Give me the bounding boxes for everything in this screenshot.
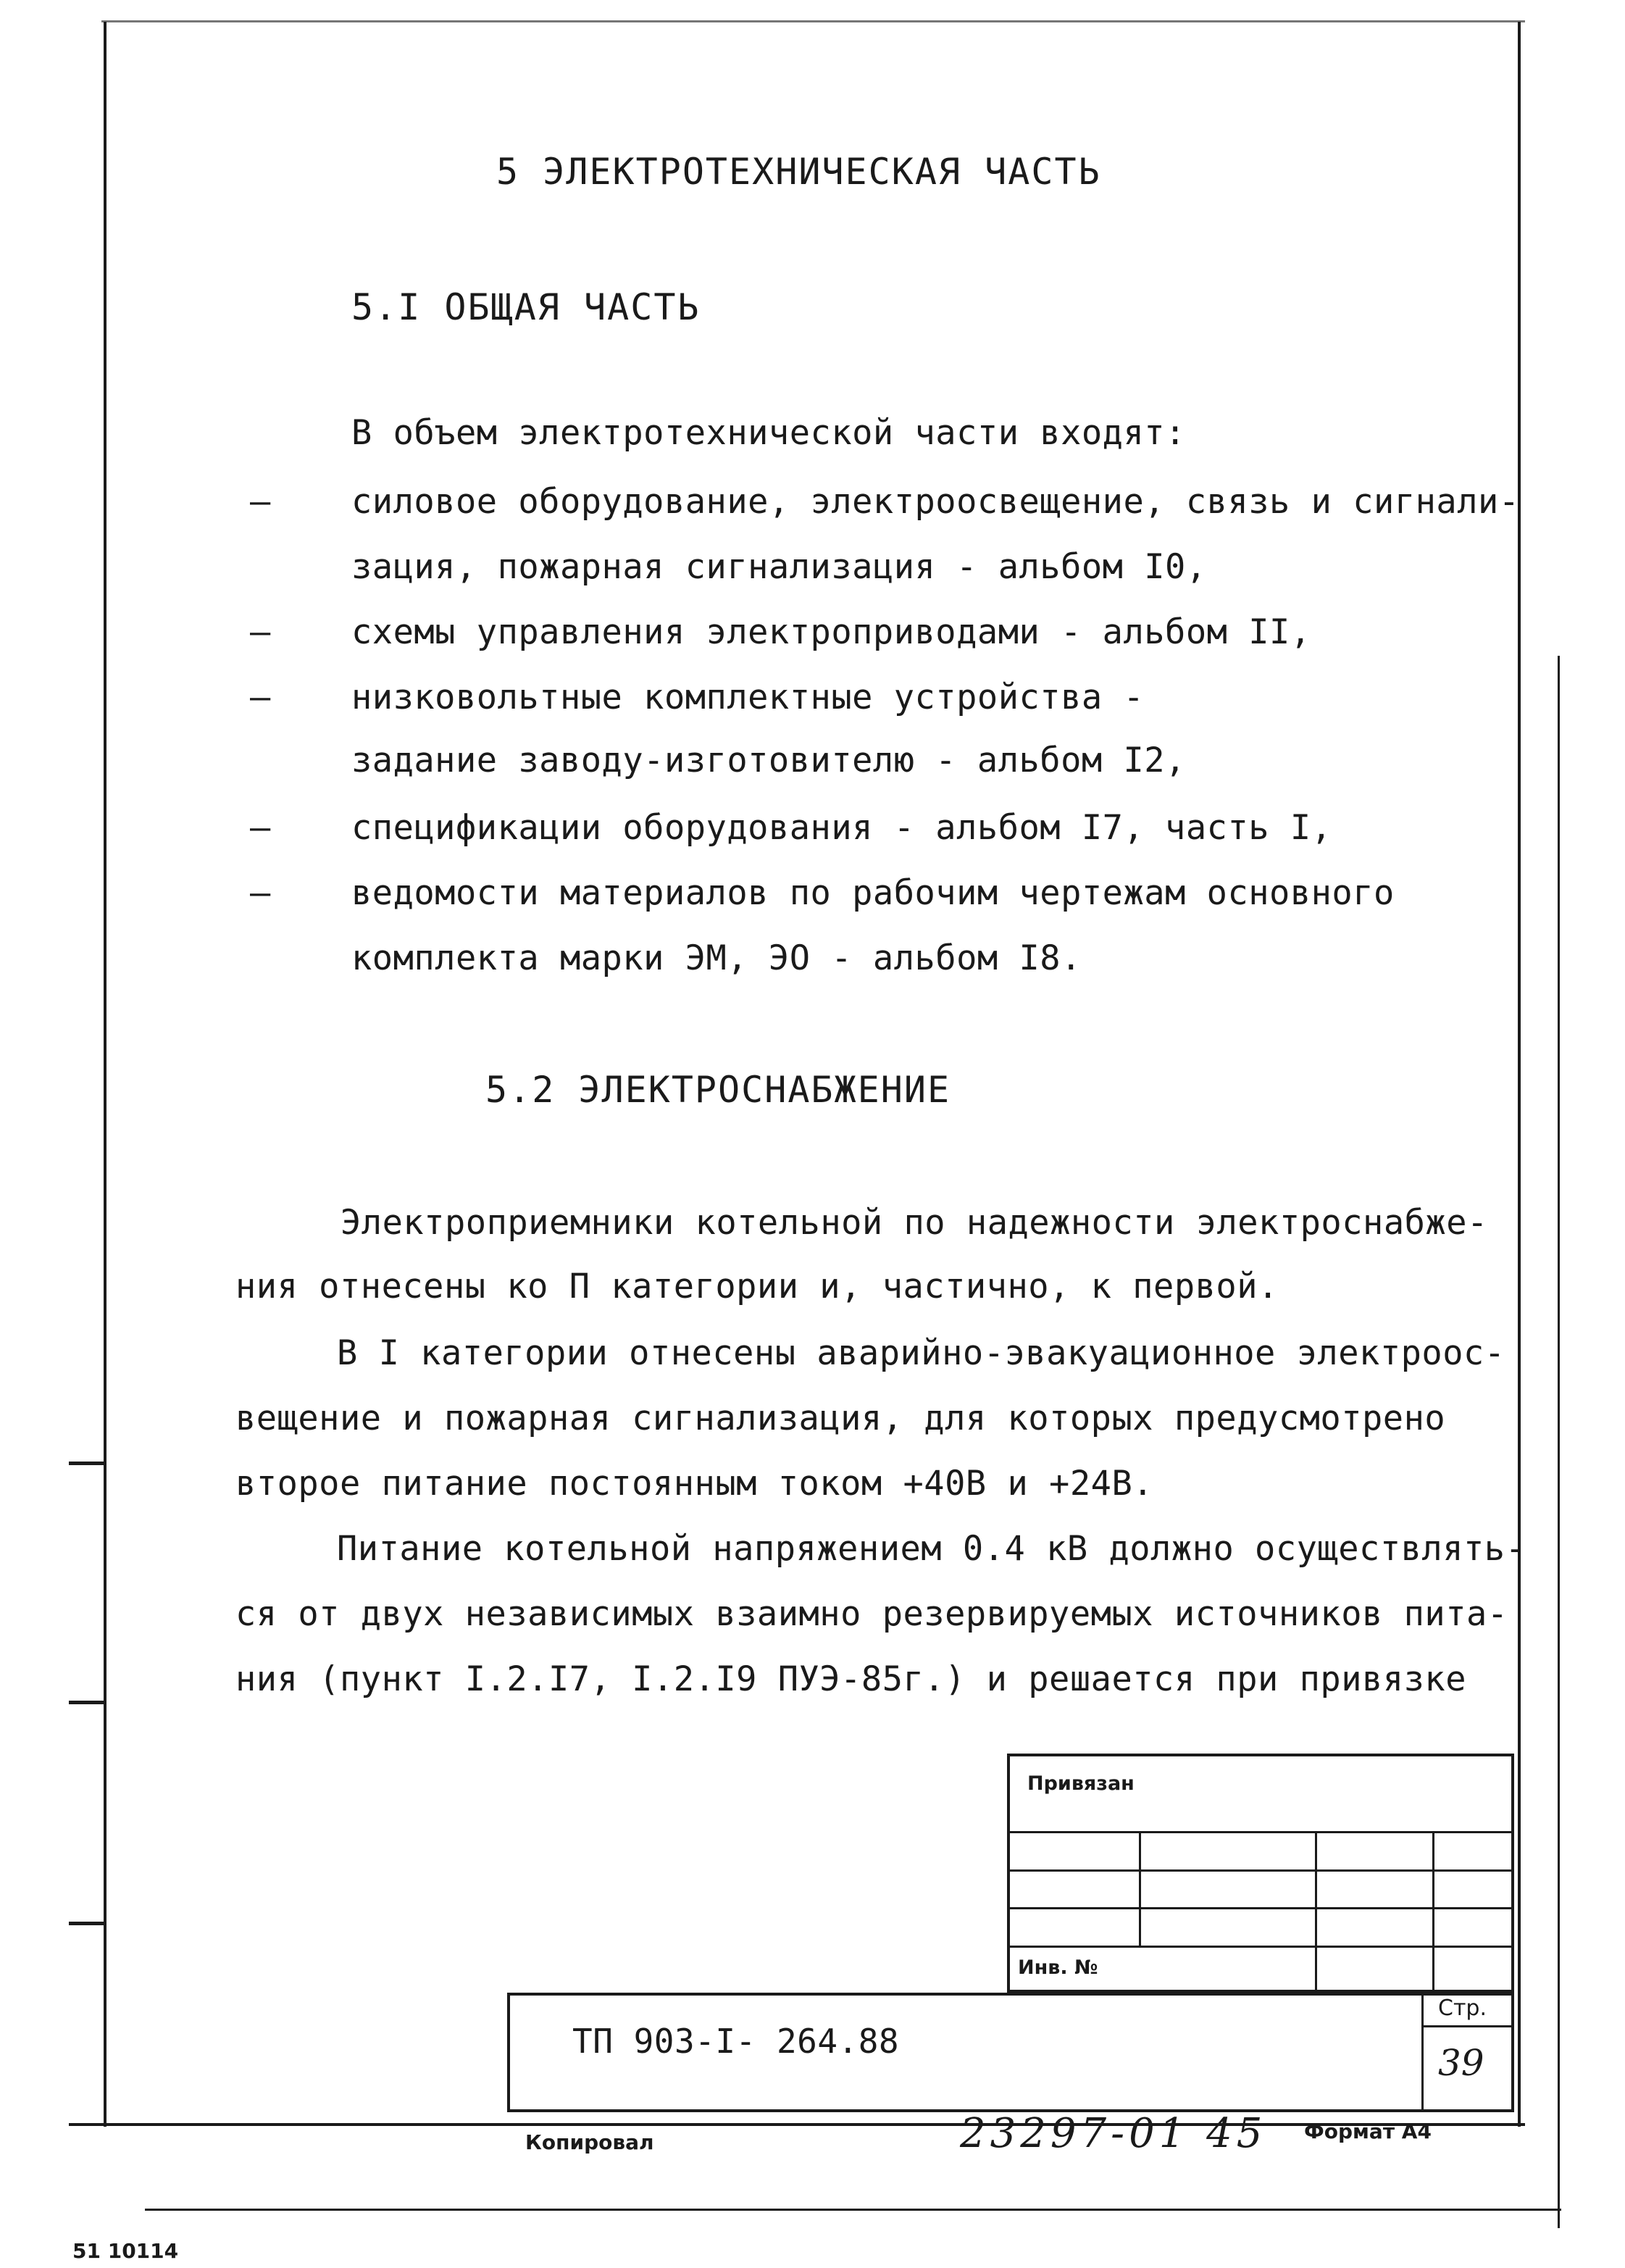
frame-left-line <box>104 22 106 2127</box>
list-item: зация, пожарная сигнализация - альбом I0, <box>351 547 1207 587</box>
handwritten-number: 23297-01 45 <box>960 2110 1267 2157</box>
list-dash: – <box>250 678 271 717</box>
list-dash: – <box>250 482 271 522</box>
paragraph-line: ся от двух независимых взаимно резервируемых источников пита- <box>235 1594 1508 1634</box>
document-code: ТП 903-I- 264.88 <box>572 2022 900 2061</box>
page-label: Стр. <box>1438 1996 1487 2021</box>
list-item: силовое оборудование, электроосвещение, связь и сигнали- <box>351 482 1520 522</box>
intro-text: В объем электротехнической части входят: <box>351 413 1186 453</box>
list-item: низковольтные комплектные устройства - <box>351 678 1145 717</box>
inv-no-label: Инв. № <box>1018 1956 1098 1979</box>
subsection-title: 5.2 ЭЛЕКТРОСНАБЖЕНИЕ <box>485 1069 951 1111</box>
list-dash: – <box>250 612 271 652</box>
privyazan-label: Привязан <box>1027 1772 1135 1795</box>
binding-tick <box>69 1462 104 1465</box>
corner-code: 51 10114 <box>72 2239 179 2263</box>
paragraph-line: Электроприемники котельной по надежности электроснабже- <box>341 1203 1488 1243</box>
paragraph-line: В I категории отнесены аварийно-эвакуационное электроос- <box>337 1333 1505 1373</box>
format-label: Формат А4 <box>1304 2119 1432 2143</box>
frame-top-line <box>101 20 1525 22</box>
paragraph-line: вещение и пожарная сигнализация, для которых предусмотрено <box>235 1398 1446 1438</box>
list-item: ведомости материалов по рабочим чертежам основного <box>351 873 1395 913</box>
frame-right-line <box>1518 22 1521 2127</box>
margin-line-bottom <box>145 2209 1561 2211</box>
page-number: 39 <box>1438 2042 1484 2084</box>
list-item: задание заводу-изготовителю - альбом I2, <box>351 741 1186 780</box>
paragraph-line: ния отнесены ко П категории и, частично, к первой. <box>235 1267 1279 1306</box>
binding-tick <box>69 1701 104 1704</box>
paragraph-line: Питание котельной напряжением 0.4 кВ должно осуществлять- <box>337 1529 1526 1569</box>
list-item: комплекта марки ЭМ, ЭО - альбом I8. <box>351 938 1082 978</box>
kopiroval-label: Копировал <box>525 2130 654 2154</box>
paragraph-line: второе питание постоянным током +40В и +24В. <box>235 1464 1154 1504</box>
binding-tick <box>69 1922 104 1925</box>
list-item: схемы управления электроприводами - альбом II, <box>351 612 1311 652</box>
margin-line-right <box>1558 656 1560 2228</box>
subsection-title: 5.I ОБЩАЯ ЧАСТЬ <box>351 286 701 328</box>
list-dash: – <box>250 873 271 913</box>
list-item: спецификации оборудования - альбом I7, часть I, <box>351 808 1332 848</box>
section-title: 5 ЭЛЕКТРОТЕХНИЧЕСКАЯ ЧАСТЬ <box>496 151 1101 193</box>
list-dash: – <box>250 808 271 848</box>
paragraph-line: ния (пункт I.2.I7, I.2.I9 ПУЭ-85г.) и решается при привязке <box>235 1659 1466 1699</box>
